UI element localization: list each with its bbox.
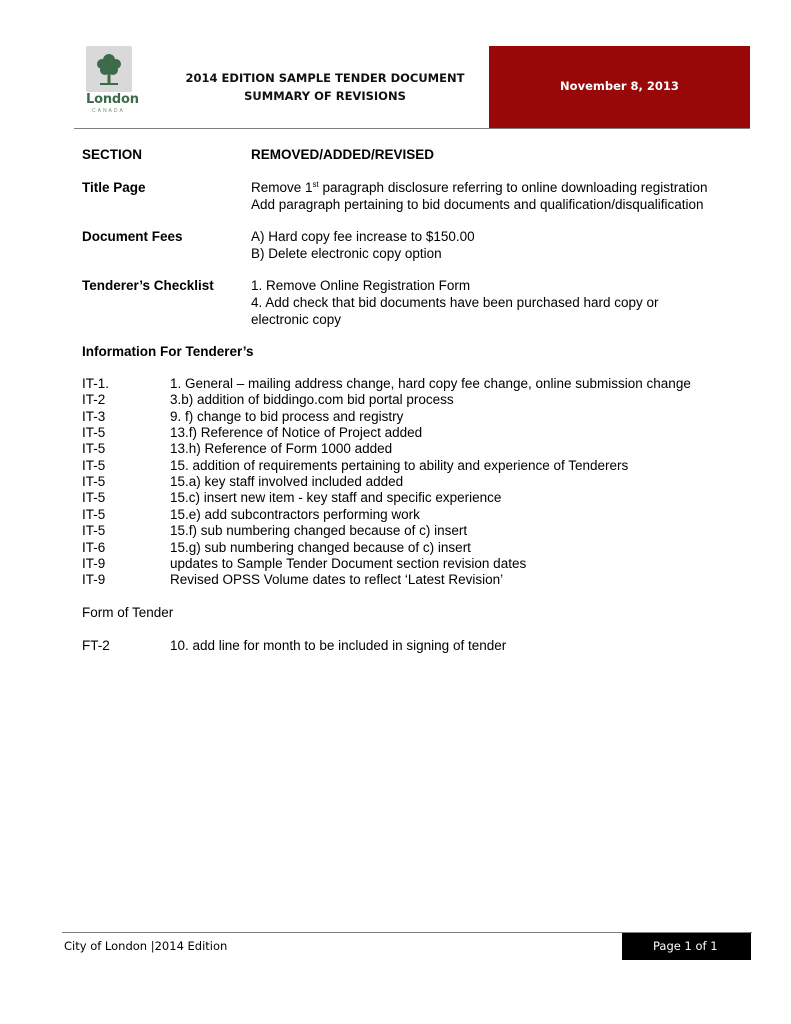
item-code: IT-5 <box>82 458 106 473</box>
item-code: IT-5 <box>82 507 106 522</box>
revision-line: electronic copy <box>251 312 342 327</box>
document-date: November 8, 2013 <box>560 79 679 93</box>
item-code: IT-1. <box>82 376 110 391</box>
item-code: FT-2 <box>82 638 110 653</box>
item-description: Revised OPSS Volume dates to reflect ‘Latest Revision’ <box>170 572 504 587</box>
section-name: Title Page <box>82 180 146 195</box>
item-description: 10. add line for month to be included in signing of tender <box>170 638 507 653</box>
item-code: IT-3 <box>82 409 106 424</box>
revision-line: Add paragraph pertaining to bid documents and qualification/disqualification <box>251 197 704 212</box>
revision-line: B) Delete electronic copy option <box>251 246 442 261</box>
item-description: 3.b) addition of biddingo.com bid portal process <box>170 392 454 407</box>
item-code: IT-6 <box>82 540 106 555</box>
item-code: IT-5 <box>82 490 106 505</box>
revision-line: 1. Remove Online Registration Form <box>251 278 471 293</box>
footer-edition: City of London |2014 Edition <box>64 939 228 953</box>
revision-line: A) Hard copy fee increase to $150.00 <box>251 229 475 244</box>
page-number: Page 1 of 1 <box>653 939 718 953</box>
item-description: 9. f) change to bid process and registry <box>170 409 404 424</box>
section-name: Tenderer’s Checklist <box>82 278 214 293</box>
item-code: IT-9 <box>82 556 106 571</box>
item-code: IT-5 <box>82 425 106 440</box>
document-title: 2014 EDITION SAMPLE TENDER DOCUMENT <box>185 71 465 85</box>
info-heading: Information For Tenderer’s <box>82 344 254 359</box>
item-code: IT-5 <box>82 523 106 538</box>
logo-tree-icon <box>86 46 132 92</box>
logo-wordmark: London <box>86 92 139 107</box>
item-code: IT-2 <box>82 392 106 407</box>
city-logo <box>86 46 139 114</box>
item-code: IT-9 <box>82 572 106 587</box>
date-banner <box>489 46 750 128</box>
logo-subtitle: CANADA <box>92 108 125 114</box>
item-code: IT-5 <box>82 474 106 489</box>
form-heading: Form of Tender <box>82 605 174 620</box>
header-divider <box>74 128 750 129</box>
revision-line: 4. Add check that bid documents have been purchased hard copy or <box>251 295 659 310</box>
item-description: 15.g) sub numbering changed because of c) insert <box>170 540 471 555</box>
item-description: 15.c) insert new item - key staff and specific experience <box>170 490 502 505</box>
item-description: 15.a) key staff involved included added <box>170 474 404 489</box>
section-name: Document Fees <box>82 229 183 244</box>
change-column-heading: REMOVED/ADDED/REVISED <box>251 147 435 162</box>
item-description: 13.f) Reference of Notice of Project added <box>170 425 423 440</box>
page-number-box <box>622 933 751 960</box>
item-description: 15.e) add subcontractors performing work <box>170 507 420 522</box>
item-description: 15. addition of requirements pertaining to ability and experience of Tenderers <box>170 458 629 473</box>
item-description: 13.h) Reference of Form 1000 added <box>170 441 393 456</box>
revision-line: Remove 1st paragraph disclosure referring to online downloading registration <box>251 180 708 195</box>
item-description: 1. General – mailing address change, hard copy fee change, online submission change <box>170 376 691 391</box>
document-subtitle: SUMMARY OF REVISIONS <box>244 89 406 103</box>
item-description: updates to Sample Tender Document section revision dates <box>170 556 527 571</box>
section-column-heading: SECTION <box>82 147 143 162</box>
item-code: IT-5 <box>82 441 106 456</box>
item-description: 15.f) sub numbering changed because of c) insert <box>170 523 468 538</box>
